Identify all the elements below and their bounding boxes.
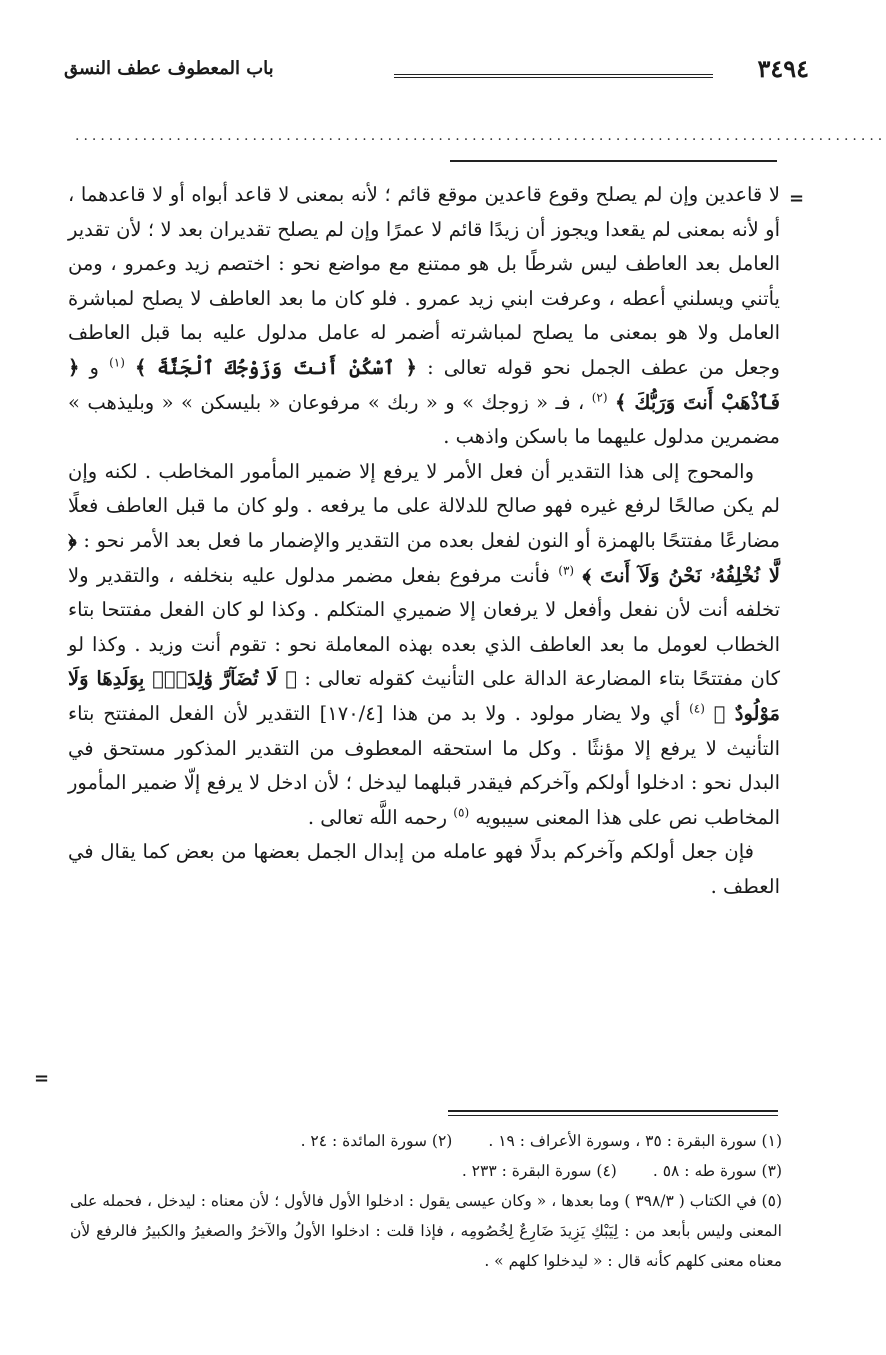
- text-segment: لا قاعدين وإن لم يصلح وقوع قاعدين موقع قائم ؛ لأنه بمعنى لا قاعد أبواه أو لا قاعدهما ، أو لأنه بمعنى لم يقعدا ويجوز أن زيدًا قائم لا عمرًا وإن لم يصلح تقديران بعد لا ؛ لأن تقدير العامل بعد العاطف ليس شرطًا بل هو ممتنع مع مواضع نحو : اختصم زيد وعمرو ، ومن يأتني ويسلني أعطه ، وعرفت ابني زيد عمرو . فلو كان ما بعد العاطف لا يصلح لمباشرة العامل ولا هو بمعنى ما يصلح لمباشرته أضمر له عامل مدلول عليه بما قبل العاطف وجعل من عطف الجمل نحو قوله تعالى :: [68, 183, 780, 379]
- footnote-rule: [448, 1110, 778, 1116]
- footnote-ref-1: (١): [109, 355, 125, 370]
- text-segment: و: [79, 355, 110, 379]
- dotted-separator: ................................................................................................: [75, 128, 886, 144]
- paragraph-2: [68, 455, 780, 836]
- footnote-row: [70, 1156, 782, 1186]
- footnote-4: (٤) سورة البقرة : ٢٣٣ .: [461, 1162, 617, 1180]
- footnote-3: (٣) سورة طه : ٥٨ .: [652, 1162, 782, 1180]
- page-number: ٣٤٩٤: [757, 54, 809, 83]
- paragraph-1: [68, 178, 780, 455]
- footnote-ref-4: (٤): [689, 701, 705, 716]
- paragraph-3: فإن جعل أولكم وآخركم بدلًا فهو عامله من إبدال الجمل بعضها من بعض كما يقال في العطف .: [68, 840, 780, 898]
- footnote-ref-3: (٣): [558, 563, 575, 578]
- main-text: [68, 178, 780, 904]
- quran-verse: ﴿ لَا تُضَآرَّ وَٰلِدَةٌۢ بِوَلَدِهَا وَلَا مَوْلُودٌ ﴾: [68, 667, 780, 725]
- footnote-1: (١) سورة البقرة : ٣٥ ، وسورة الأعراف : ١٩ .: [488, 1132, 782, 1150]
- footnote-ref-5: (٥): [453, 805, 470, 820]
- footnote-5: (٥) في الكتاب ( ٣٩٨/٣ ) وما بعدها ، « وكان عيسى يقول : ادخلوا الأول فالأول ؛ لأن معناه : ليدخل ، فحمله على المعنى وليس بأبعد من : لِيَبْكِ يَزِيدَ ضَارِعٌ لِخُصُومِه ، فإذا قلت : ادخلوا الأولُ والآخرُ والصغيرُ والكبيرُ فالرفع لأن معناه معنى كلهم كأنه قال : « ليدخلوا كلهم » .: [70, 1192, 782, 1270]
- footnote-row: [70, 1126, 782, 1156]
- running-header: [64, 52, 809, 92]
- quran-verse: ﴿ لَّا نُخْلِفُهُۥ نَحْنُ وَلَآ أَنتَ ﴾: [68, 528, 780, 587]
- footnote-2: (٢) سورة المائدة : ٢٤ .: [300, 1132, 453, 1150]
- continuation-mark-end: =: [34, 1068, 50, 1089]
- continuation-rule: [450, 160, 777, 162]
- chapter-title: باب المعطوف عطف النسق: [64, 58, 274, 79]
- continuation-mark-start: =: [789, 188, 805, 209]
- footnotes: [70, 1126, 782, 1276]
- header-rule: [394, 74, 713, 78]
- quran-verse: ﴿ فَٱذْهَبْ أَنتَ وَرَبُّكَ ﴾: [68, 355, 781, 414]
- text-segment: فأنت مرفوع بفعل مضمر مدلول عليه بنخلفه ، والتقدير ولا تخلفه أنت لأن نفعل وأفعل لا يرفعان إلا ضميري المتكلم . وكذا لو كان الفعل مفتتحا بتاء الخطاب لعومل ما بعد العاطف الذي بعده بهذه المعاملة نحو : تقوم أنت وزيد . وكذا لو كان مفتتحًا بتاء المضارعة الدالة على التأنيث كقوله تعالى :: [68, 563, 781, 691]
- text-segment: والمحوج إلى هذا التقدير أن فعل الأمر لا يرفع إلا ضمير المأمور المخاطب . لكنه وإن لم يكن صالحًا لرفع غيره فهو صالح للدلالة على ما يرفعه . ولو كان ما قبل العاطف فعلًا مضارعًا مفتتحًا بالهمزة أو النون لفعل بعده من التقدير والإضمار ما فعل بعد الأمر نحو :: [68, 459, 780, 552]
- footnote-ref-2: (٢): [591, 390, 608, 405]
- text-segment: أي ولا يضار مولود . ولا بد من هذا [١٧٠/٤] التقدير لأن الفعل المفتتح بتاء التأنيث لا يرفع إلا مؤنثًا . وكل ما استحقه المعطوف من التقدير المذكور مستحق في البدل نحو : ادخلوا أولكم وآخركم فيقدر قبلهما ليدخل ؛ لأن ادخل لا يرفع إلّا ضمير المأمور المخاطب نص على هذا المعنى سيبويه: [68, 701, 780, 829]
- quran-verse: ﴿ ٱسْكُنْ أَنتَ وَزَوْجُكَ ٱلْجَنَّةَ ﴾: [135, 355, 417, 379]
- text-segment: رحمه اللَّه تعالى .: [307, 805, 454, 829]
- text-segment: ، فـ « زوجك » و « ربك » مرفوعان « بليسكن » « وبليذهب » مضمرين مدلول عليهما ما باسكن واذهب .: [68, 390, 780, 449]
